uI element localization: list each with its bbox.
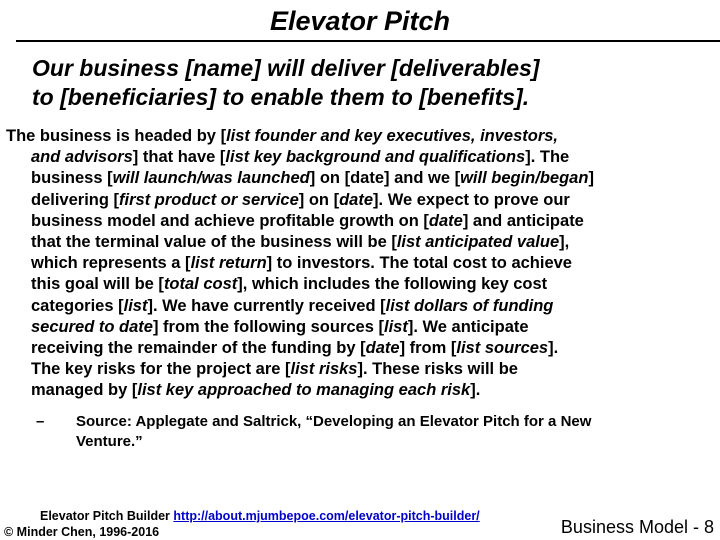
body-text-run: ]. These risks will be bbox=[357, 360, 518, 379]
body-text-run: ] bbox=[588, 169, 594, 188]
placeholder-text: date bbox=[339, 190, 374, 209]
body-text-run: ] from the following sources [ bbox=[152, 317, 384, 336]
body-line bbox=[6, 338, 718, 359]
builder-label: Elevator Pitch Builder bbox=[40, 509, 170, 523]
headline-line: Our business [name] will deliver [deliverables] bbox=[32, 55, 540, 81]
body-line bbox=[6, 126, 718, 147]
body-line bbox=[6, 253, 718, 274]
slide-number-label: Business Model - 8 bbox=[560, 517, 714, 537]
body-text-run: ]. We anticipate bbox=[407, 317, 529, 336]
placeholder-text: list anticipated value bbox=[396, 233, 560, 252]
body-text-run: business [ bbox=[31, 169, 113, 188]
source-line: Venture.” bbox=[76, 433, 143, 450]
body-text-run: delivering [ bbox=[31, 190, 120, 209]
body-text-run: ] on [ bbox=[298, 190, 340, 209]
body-text-run: The key risks for the project are [ bbox=[31, 360, 291, 379]
builder-credit bbox=[40, 509, 480, 523]
body-text-run: ]. We expect to prove our bbox=[373, 190, 570, 209]
body-text-run: this goal will be [ bbox=[31, 275, 164, 294]
source-text bbox=[76, 412, 716, 452]
body-text-run: ]. We have currently received [ bbox=[147, 296, 386, 315]
builder-link[interactable]: http://about.mjumbepoe.com/elevator-pitch-builder/ bbox=[173, 509, 480, 523]
body-text-run: business model and achieve profitable growth on [ bbox=[31, 211, 429, 230]
body-line bbox=[6, 147, 718, 168]
body-text-run: ], which includes the following key cost bbox=[237, 275, 548, 294]
body-line bbox=[6, 317, 718, 338]
placeholder-text: date bbox=[365, 339, 400, 358]
body-line bbox=[6, 274, 718, 295]
placeholder-text: will launch/was launched bbox=[112, 169, 310, 188]
body-text-run: ] and anticipate bbox=[462, 211, 584, 230]
placeholder-text: secured to date bbox=[31, 317, 153, 336]
body-text-run: ] that have [ bbox=[132, 148, 226, 167]
headline bbox=[32, 54, 716, 112]
body-text-run: ] on [date] and we [ bbox=[309, 169, 461, 188]
body-line bbox=[6, 359, 718, 380]
body-line bbox=[6, 380, 718, 401]
placeholder-text: total cost bbox=[163, 275, 238, 294]
body-text-run: ], bbox=[559, 233, 570, 252]
body-text-run: that the terminal value of the business will be [ bbox=[31, 233, 397, 252]
body-line bbox=[6, 296, 718, 317]
body-text-run: receiving the remainder of the funding by [ bbox=[31, 339, 366, 358]
body-text-run: ]. The bbox=[525, 148, 570, 167]
copyright-notice: © Minder Chen, 1996-2016 bbox=[4, 525, 160, 539]
body-text-run: ]. bbox=[548, 339, 559, 358]
body-line bbox=[6, 168, 718, 189]
body-paragraph bbox=[6, 126, 718, 402]
placeholder-text: list founder and key executives, investors, bbox=[226, 127, 559, 145]
placeholder-text: list dollars of funding bbox=[385, 296, 554, 315]
placeholder-text: list bbox=[123, 296, 148, 315]
title-divider bbox=[16, 40, 720, 42]
placeholder-text: will begin/began bbox=[460, 169, 589, 188]
body-line bbox=[6, 232, 718, 253]
body-line bbox=[6, 190, 718, 211]
body-text-run: ]. bbox=[470, 381, 481, 400]
slide-title: Elevator Pitch bbox=[269, 6, 451, 36]
body-text-run: ] from [ bbox=[399, 339, 457, 358]
body-text-run: ] to investors. The total cost to achieve bbox=[266, 254, 572, 273]
body-text-run: managed by [ bbox=[31, 381, 138, 400]
body-text-run: which represents a [ bbox=[31, 254, 191, 273]
placeholder-text: list risks bbox=[290, 360, 358, 379]
placeholder-text: list bbox=[383, 317, 408, 336]
headline-line: to [beneficiaries] to enable them to [benefits]. bbox=[32, 84, 530, 110]
placeholder-text: list key approached to managing each risk bbox=[137, 381, 471, 400]
placeholder-text: and advisors bbox=[31, 148, 133, 167]
placeholder-text: date bbox=[428, 211, 463, 230]
body-text-run: The business is headed by [ bbox=[6, 127, 227, 145]
bullet-dash: – bbox=[36, 413, 45, 430]
body-line bbox=[6, 211, 718, 232]
source-line: Source: Applegate and Saltrick, “Developing an Elevator Pitch for a New bbox=[76, 413, 592, 430]
placeholder-text: list return bbox=[190, 254, 267, 273]
placeholder-text: list sources bbox=[456, 339, 549, 358]
placeholder-text: list key background and qualifications bbox=[225, 148, 526, 167]
placeholder-text: first product or service bbox=[119, 190, 299, 209]
body-text-run: categories [ bbox=[31, 296, 124, 315]
